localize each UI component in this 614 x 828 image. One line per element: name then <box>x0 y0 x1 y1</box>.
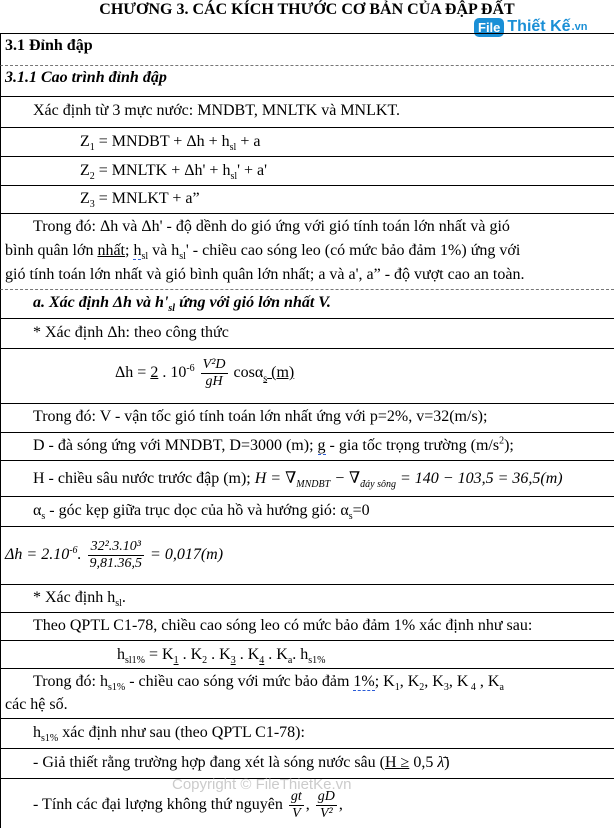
formula-row-z2 <box>0 156 614 185</box>
paragraph-text: H - chiều sâu nước trước đập (m); $H = \nabla_{MNDBT} - \nabla_{đáy sông} = 140 - 103,5 = 36,5(m)$ <box>33 470 563 491</box>
text-row <box>0 668 614 718</box>
paragraph-line-1: Trong đó: Δh và Δh' - độ dềnh do gió ứng với gió tính toán lớn nhất và gió <box>33 218 510 235</box>
paragraph-text: $h_{s1\%}$ xác định như sau (theo QPTL C1-78): <box>33 724 305 745</box>
subheading-a-row <box>0 289 614 318</box>
text-row <box>0 318 614 348</box>
formula-delta-h: Δh = 2 . $10^{-6}$ $\frac{\text{V²D}}{gH}$ cosα$_s$ (m) <box>115 357 295 389</box>
paragraph-text: - Tính các đại lượng không thứ nguyên $\frac{gt}{V}$ , $\frac{gD}{\text{V²}}$ , <box>33 789 343 821</box>
paragraph-text: * Xác định $h_{sl}$. <box>33 589 126 610</box>
paragraph-text: Xác định từ 3 mực nước: MNDBT, MNLTK và MNLKT. <box>33 102 401 119</box>
paragraph-line-1: Trong đó: $h_{s1\%}$ - chiều cao sóng với mức bảo đảm 1%; $K_1$, $K_2$, $K_3$, K $_4$ , $K_a$ <box>33 673 504 694</box>
paragraph-text: - Giả thiết rằng trường hợp đang xét là sóng nước sâu (H ≥ 0,5 λ̄) <box>33 754 450 771</box>
text-row <box>0 403 614 432</box>
formula-row-dh <box>0 348 614 403</box>
paragraph-text: * Xác định Δh: theo công thức <box>33 324 229 341</box>
subsection-heading-row <box>0 65 614 96</box>
paragraph-line-3: gió tính toán lớn nhất và gió bình quân lớn nhất; a và a', a” - độ vượt cao an toàn. <box>5 266 525 283</box>
logo-name: Thiết Kế <box>507 18 571 35</box>
paragraph-text: D - đà sóng ứng với MNDBT, D=3000 (m); g - gia tốc trọng trường $(m/s^2)$; <box>33 435 514 454</box>
subsection-heading: 3.1.1 Cao trình đỉnh đập <box>5 69 167 86</box>
formula-row-dh-result <box>0 526 614 584</box>
subheading-a: a. Xác định Δh và $h'_{sl}$ ứng với gió lớn nhất V. <box>33 294 331 315</box>
text-row <box>0 612 614 640</box>
formula-row-k <box>0 640 614 668</box>
formula-delta-h-result: $\Delta h = 2.10^{-6}$. $\frac{\text{32².3.10³}}{9,81.36,5}$ = 0,017(m) <box>5 539 224 571</box>
text-row <box>0 496 614 526</box>
formula-z2: $Z_2$ = MNLTK + $\Delta h' + h_{sl}' + a'$ <box>80 162 267 183</box>
copyright-watermark: Copyright © FileThietKe.vn <box>172 776 352 793</box>
text-row <box>0 584 614 612</box>
chapter-heading: CHƯƠNG 3. CÁC KÍCH THƯỚC CƠ BẢN CỦA ĐẬP ĐẤT <box>99 1 515 18</box>
paragraph-text: Theo QPTL C1-78, chiều cao sóng leo có mức bảo đảm 1% xác định như sau: <box>33 617 533 634</box>
text-row <box>0 718 614 748</box>
fraction-value: $\frac{\text{32².3.10³}}{9,81.36,5}$ <box>89 539 143 571</box>
paragraph-text: Trong đó: V - vận tốc gió tính toán lớn nhất ứng với p=2%, v=32(m/s); <box>33 408 488 425</box>
fraction-gd-v2: $\frac{gD}{\text{V²}}$ <box>317 789 335 821</box>
logo-tld: .vn <box>571 21 588 33</box>
text-row <box>0 96 614 127</box>
paragraph-line-2: các hệ số. <box>5 696 68 713</box>
text-row <box>0 432 614 460</box>
fraction-gt-v: $\frac{gt}{V}$ <box>290 789 302 821</box>
text-row <box>0 748 614 778</box>
formula-hsl: $h_{sl1\%} = K_1$ . $K_2$ . $K_3$ . $K_4$ . $K_a$. $h_{s1\%}$ <box>117 646 326 667</box>
section-heading-row <box>0 33 614 65</box>
paragraph-line-2: bình quân lớn nhất; $h_{sl}$ và $h_{sl}'$ - chiều cao sóng leo (có mức bảo đảm 1%) ứng với <box>5 242 521 263</box>
formula-z1: $Z_1$ = MNDBT + $\Delta h + h_{sl} + a$ <box>80 133 261 154</box>
logo-badge: File <box>474 18 504 37</box>
formula-z3: $Z_3$ = MNLKT + a” <box>80 190 200 211</box>
definition-paragraph-row <box>0 213 614 289</box>
formula-row-z3 <box>0 185 614 213</box>
formula-row-z1 <box>0 127 614 156</box>
section-heading: 3.1 Đỉnh đập <box>5 37 93 54</box>
text-row <box>0 460 614 496</box>
fraction-v2d-gh: $\frac{\text{V²D}}{gH}$ <box>202 357 226 389</box>
paragraph-text: $\alpha_s$ - góc kẹp giữa trục dọc của hồ và hướng gió: $\alpha_s=0$ <box>33 502 370 523</box>
